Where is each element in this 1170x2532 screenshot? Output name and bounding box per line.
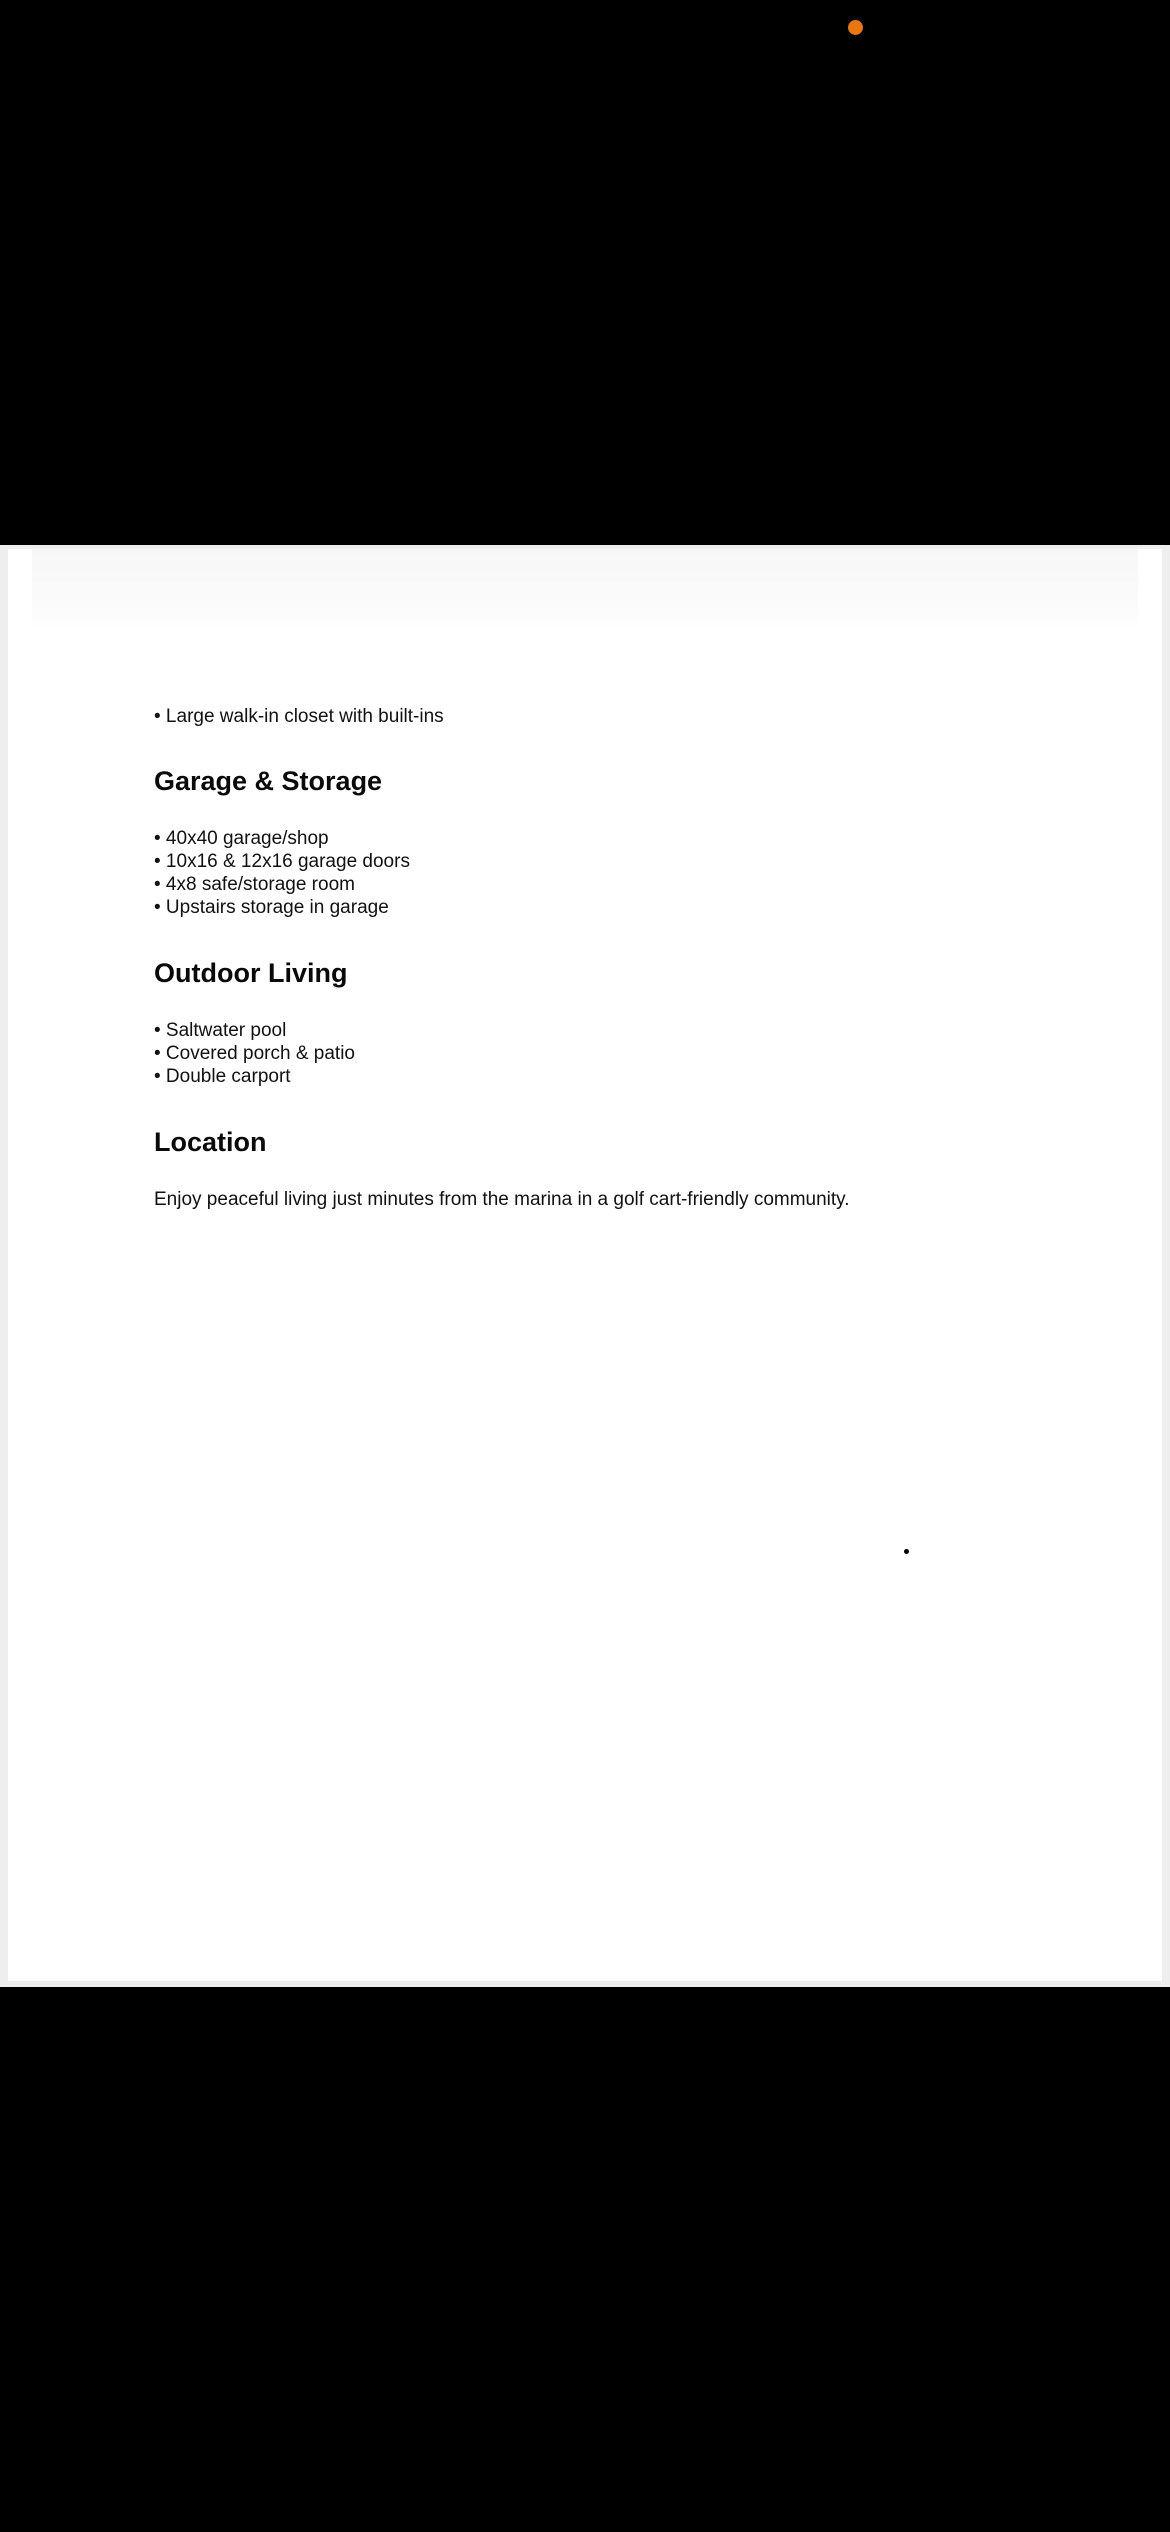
list-item: • Upstairs storage in garage: [154, 897, 389, 918]
list-item: • Covered porch & patio: [154, 1043, 355, 1064]
document-content: [154, 705, 1094, 1211]
list-item: • Double carport: [154, 1066, 291, 1087]
section-heading-garage-storage: Garage & Storage: [154, 766, 383, 796]
section-heading-location: Location: [154, 1127, 267, 1157]
section-heading-outdoor-living: Outdoor Living: [154, 958, 348, 988]
stray-dot-mark: [904, 1549, 909, 1554]
privacy-indicator-dot: [848, 20, 863, 35]
list-item: • Large walk-in closet with built-ins: [154, 706, 444, 727]
location-description: Enjoy peaceful living just minutes from the marina in a golf cart-friendly community.: [154, 1189, 850, 1210]
list-item: • Saltwater pool: [154, 1020, 287, 1041]
list-item: • 4x8 safe/storage room: [154, 874, 355, 895]
document-viewer[interactable]: [0, 545, 1170, 1987]
list-item: • 40x40 garage/shop: [154, 828, 329, 849]
document-page[interactable]: [8, 549, 1162, 1981]
list-item: • 10x16 & 12x16 garage doors: [154, 851, 410, 872]
page-top-shade: [32, 549, 1138, 631]
